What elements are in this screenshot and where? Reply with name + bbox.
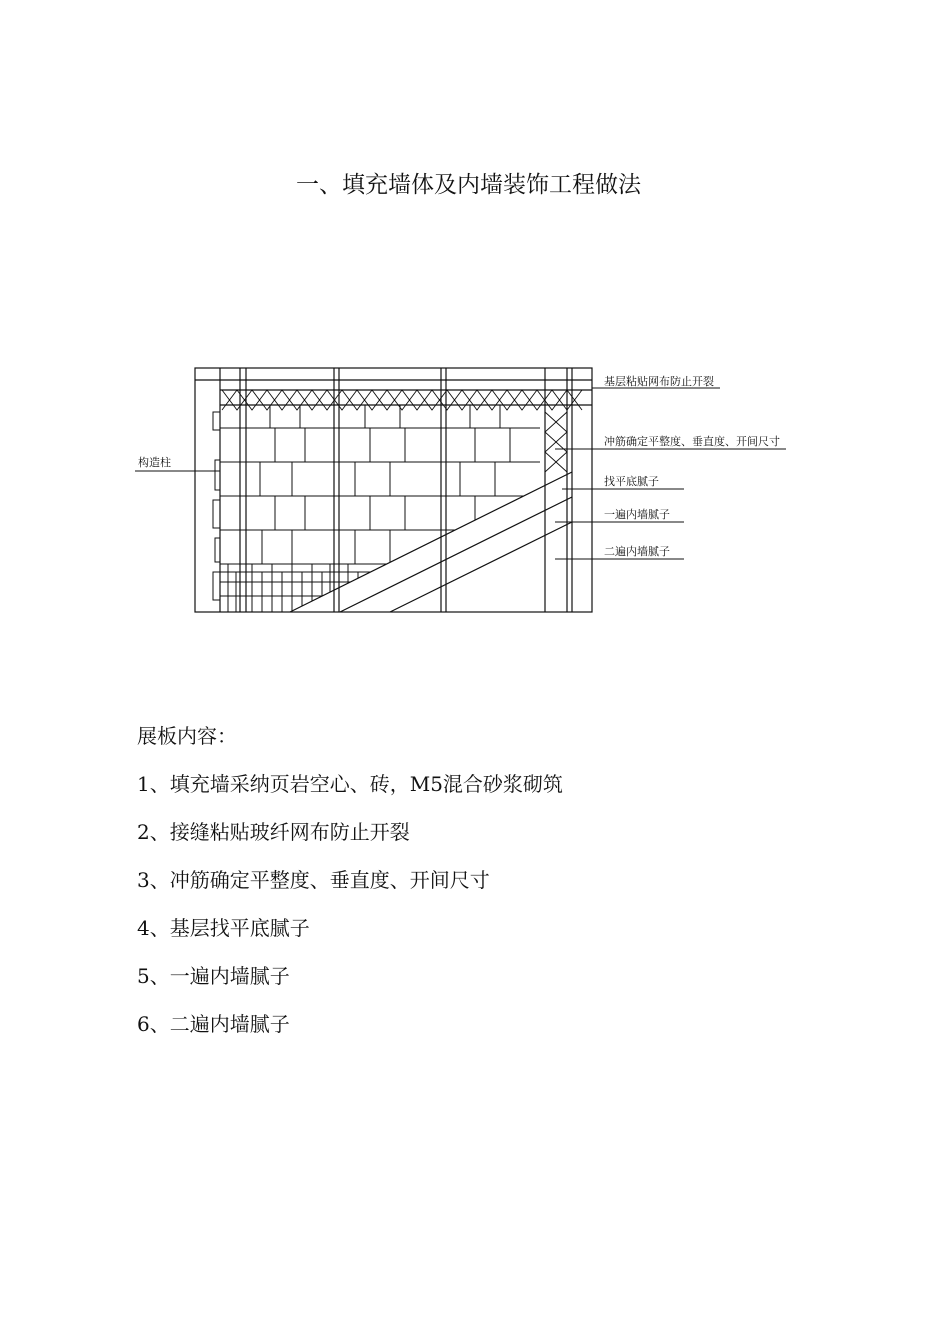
constructional-column-edge bbox=[213, 412, 220, 600]
label-first-putty: 一遍内墙腻子 bbox=[604, 508, 670, 521]
panel-content bbox=[137, 722, 857, 1038]
list-item: 1、填充墙采纳页岩空心、砖，M5混合砂浆砌筑 bbox=[137, 772, 563, 796]
plaster-layers bbox=[290, 472, 572, 612]
label-screed-ribs: 冲筋确定平整度、垂直度、开间尺寸 bbox=[604, 435, 780, 448]
list-item: 2、接缝粘贴玻纤网布防止开裂 bbox=[137, 820, 410, 844]
list-item: 6、二遍内墙腻子 bbox=[137, 1012, 290, 1036]
list-item: 5、一遍内墙腻子 bbox=[137, 964, 290, 988]
content-list bbox=[137, 770, 857, 1038]
label-base-putty: 找平底腻子 bbox=[604, 475, 659, 488]
wall-construction-diagram bbox=[0, 350, 950, 630]
list-item: 3、冲筋确定平整度、垂直度、开间尺寸 bbox=[137, 868, 490, 892]
brickwork bbox=[215, 405, 545, 612]
mesh-band bbox=[222, 390, 582, 472]
content-heading: 展板内容： bbox=[137, 724, 237, 748]
label-constructional-column: 构造柱 bbox=[138, 456, 171, 469]
label-second-putty: 二遍内墙腻子 bbox=[604, 545, 670, 558]
label-mesh: 基层粘贴网布防止开裂 bbox=[604, 375, 714, 388]
list-item: 4、基层找平底腻子 bbox=[137, 916, 310, 940]
document-title: 一、填充墙体及内墙装饰工程做法 bbox=[296, 172, 641, 198]
